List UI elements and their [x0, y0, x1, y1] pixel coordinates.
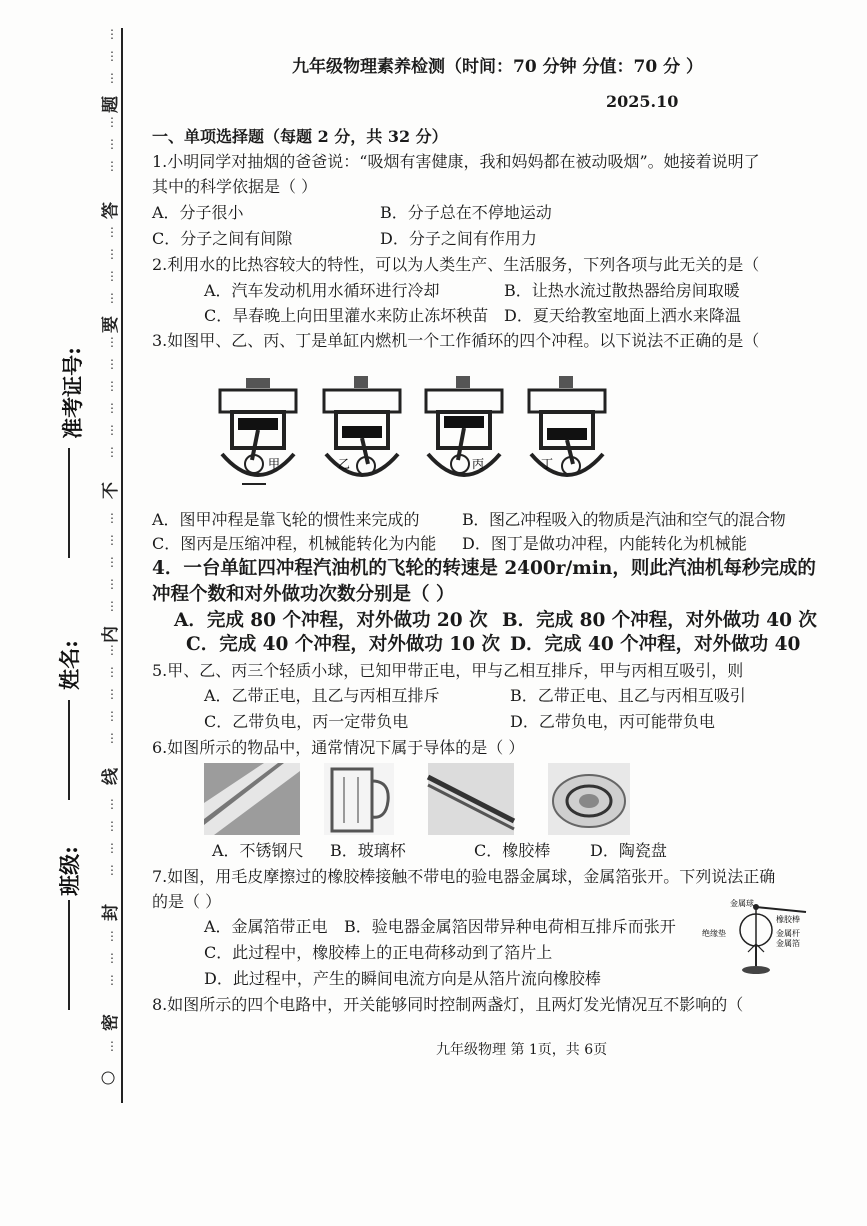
binding-dot: ⋮: [106, 599, 118, 613]
q7-stem: 7.如图，用毛皮摩擦过的橡胶棒接触不带电的验电器金属球，金属箔张开。下列说法正确: [152, 867, 776, 886]
q8-stem: 8.如图所示的四个电路中，开关能够同时控制两盏灯，且两灯发光情况互不影响的（: [152, 995, 744, 1014]
engine-figure-jia: [212, 376, 304, 494]
seal-char: 密: [101, 1014, 121, 1031]
binding-dot: ⋮: [106, 1039, 118, 1053]
q4-stem: 4．一台单缸四冲程汽油机的飞轮的转速是 2400r/min，则此汽油机每秒完成的: [152, 558, 816, 579]
q1-option-c: C．分子之间有间隙: [152, 229, 293, 248]
exam-id-blank[interactable]: [68, 448, 70, 558]
name-blank[interactable]: [68, 700, 70, 800]
q4-stem-cont: 冲程个数和对外做功次数分别是（ ）: [152, 584, 455, 605]
q4-option-d: D．完成 40 个冲程，对外做功 40: [510, 634, 801, 655]
electroscope-figure: [702, 899, 828, 980]
binding-dot: ⋮: [106, 137, 118, 151]
q5-option-a: A．乙带正电，且乙与丙相互排斥: [204, 686, 440, 705]
q6-stem: 6.如图所示的物品中，通常情况下属于导体的是（ ）: [152, 738, 525, 757]
fig-label-metal-rod: 金属杆: [776, 929, 800, 938]
q3-stem: 3.如图甲、乙、丙、丁是单缸内燃机一个工作循环的四个冲程。以下说法不正确的是（: [152, 331, 760, 350]
q7-option-a: A．金属箔带正电: [204, 917, 328, 936]
seal-char: 要: [101, 316, 121, 333]
q2-option-d: D．夏天给教室地面上洒水来降温: [504, 306, 741, 325]
binding-dot: ⋮: [106, 841, 118, 855]
rubber-rod-image: [428, 763, 514, 835]
q1-option-d: D．分子之间有作用力: [380, 229, 537, 248]
binding-dot: ⋮: [106, 247, 118, 261]
q5-option-b: B．乙带正电、且乙与丙相互吸引: [510, 686, 746, 705]
class-blank[interactable]: [68, 900, 70, 1010]
exam-id-label: 准考证号:: [59, 347, 85, 439]
binding-dot: ⋮: [106, 115, 118, 129]
binding-line: [121, 28, 123, 1103]
q6-option-c: C．橡胶棒: [474, 841, 551, 860]
binding-dot: ⋮: [106, 687, 118, 701]
engine-figure-yi: [316, 376, 408, 494]
section-heading: 一、单项选择题（每题 2 分，共 32 分）: [152, 127, 448, 146]
q4-option-c: C．完成 40 个冲程，对外做功 10 次: [186, 634, 500, 655]
q7-option-b: B．验电器金属箔因带异种电荷相互排斥而张开: [344, 917, 676, 936]
engine-label-ding: 丁: [541, 457, 554, 471]
page-footer: 九年级物理 第 1页，共 6页: [436, 1042, 608, 1058]
engine-label-jia: 甲: [268, 457, 281, 471]
seal-char: 答: [101, 202, 121, 219]
q4-option-b: B．完成 80 个冲程，对外做功 40 次: [502, 610, 817, 631]
seal-char: 线: [101, 768, 121, 785]
q6-option-d: D．陶瓷盘: [590, 841, 667, 860]
engine-label-yi: 乙: [338, 457, 351, 471]
q6-option-a: A．不锈钢尺: [212, 841, 304, 860]
binding-dot: ⋮: [106, 797, 118, 811]
binding-dot: ⋮: [106, 555, 118, 569]
binding-dot: ⋮: [106, 379, 118, 393]
binding-dots: [104, 28, 116, 1108]
q1-stem-cont: 其中的科学依据是（ ）: [152, 177, 318, 196]
engine-figure-ding: [521, 376, 613, 494]
ceramic-plate-image: [548, 763, 630, 835]
seal-char: 封: [101, 904, 121, 921]
q7-stem-cont: 的是（ ）: [152, 892, 222, 911]
exam-date: 2025.10: [606, 92, 679, 111]
q5-stem: 5.甲、乙、丙三个轻质小球，已知甲带正电，甲与乙相互排斥，甲与丙相互吸引，则: [152, 661, 744, 680]
q2-stem: 2.利用水的比热容较大的特性，可以为人类生产、生活服务，下列各项与此无关的是（: [152, 255, 760, 274]
fig-label-rod: 橡胶棒: [776, 915, 800, 924]
seal-char: ○: [97, 1070, 118, 1086]
q7-option-d: D．此过程中，产生的瞬间电流方向是从箔片流向橡胶棒: [204, 969, 601, 988]
q2-option-b: B．让热水流过散热器给房间取暖: [504, 281, 740, 300]
q3-option-d: D．图丁是做功冲程，内能转化为机械能: [462, 534, 747, 553]
binding-dot: ⋮: [106, 159, 118, 173]
binding-dot: ⋮: [106, 335, 118, 349]
binding-dot: ⋮: [106, 863, 118, 877]
binding-dot: ⋮: [106, 225, 118, 239]
q6-option-b: B．玻璃杯: [330, 841, 406, 860]
binding-dot: ⋮: [106, 731, 118, 745]
q3-option-a: A．图甲冲程是靠飞轮的惯性来完成的: [152, 510, 420, 529]
binding-dot: ⋮: [106, 401, 118, 415]
binding-dot: ⋮: [106, 423, 118, 437]
binding-dot: ⋮: [106, 291, 118, 305]
q5-option-c: C．乙带负电，丙一定带负电: [204, 712, 409, 731]
q2-option-c: C．旱春晚上向田里灌水来防止冻坏秧苗: [204, 306, 489, 325]
binding-dot: ⋮: [106, 269, 118, 283]
binding-dot: ⋮: [106, 951, 118, 965]
q1-stem: 1.小明同学对抽烟的爸爸说：“吸烟有害健康，我和妈妈都在被动吸烟”。她接着说明了: [152, 152, 760, 171]
engine-figure-bing: [418, 376, 510, 494]
binding-dot: ⋮: [106, 665, 118, 679]
binding-dot: ⋮: [106, 929, 118, 943]
seal-char: 不: [101, 482, 121, 499]
binding-dot: ⋮: [106, 709, 118, 723]
binding-dot: ⋮: [106, 49, 118, 63]
binding-dot: ⋮: [106, 643, 118, 657]
q2-option-a: A．汽车发动机用水循环进行冷却: [204, 281, 440, 300]
binding-dot: ⋮: [106, 357, 118, 371]
q4-option-a: A．完成 80 个冲程，对外做功 20 次: [174, 610, 488, 631]
binding-dot: ⋮: [106, 973, 118, 987]
fig-label-foil: 金属箔: [776, 939, 800, 948]
binding-dot: ⋮: [106, 577, 118, 591]
fig-label-pad: 绝缘垫: [702, 929, 726, 938]
q7-option-c: C．此过程中，橡胶棒上的正电荷移动到了箔片上: [204, 943, 553, 962]
binding-dot: ⋮: [106, 533, 118, 547]
exam-title: 九年级物理素养检测（时间：70 分钟 分值：70 分 ）: [292, 57, 703, 77]
binding-dot: ⋮: [106, 819, 118, 833]
q3-option-c: C．图丙是压缩冲程，机械能转化为内能: [152, 534, 437, 553]
q5-option-d: D．乙带负电，丙可能带负电: [510, 712, 715, 731]
q1-option-b: B．分子总在不停地运动: [380, 203, 552, 222]
seal-char: 题: [101, 96, 121, 113]
steel-ruler-image: [204, 763, 300, 835]
seal-char: 内: [101, 626, 121, 643]
binding-dot: ⋮: [106, 27, 118, 41]
name-label: 姓名:: [56, 640, 82, 690]
binding-dot: ⋮: [106, 511, 118, 525]
binding-dot: ⋮: [106, 445, 118, 459]
binding-dot: ⋮: [106, 71, 118, 85]
q1-option-a: A．分子很小: [152, 203, 244, 222]
engine-label-bing: 丙: [472, 457, 485, 471]
q3-option-b: B．图乙冲程吸入的物质是汽油和空气的混合物: [462, 510, 786, 529]
class-label: 班级:: [56, 846, 82, 896]
glass-cup-image: [324, 763, 394, 835]
fig-label-ball: 金属球: [730, 899, 754, 908]
